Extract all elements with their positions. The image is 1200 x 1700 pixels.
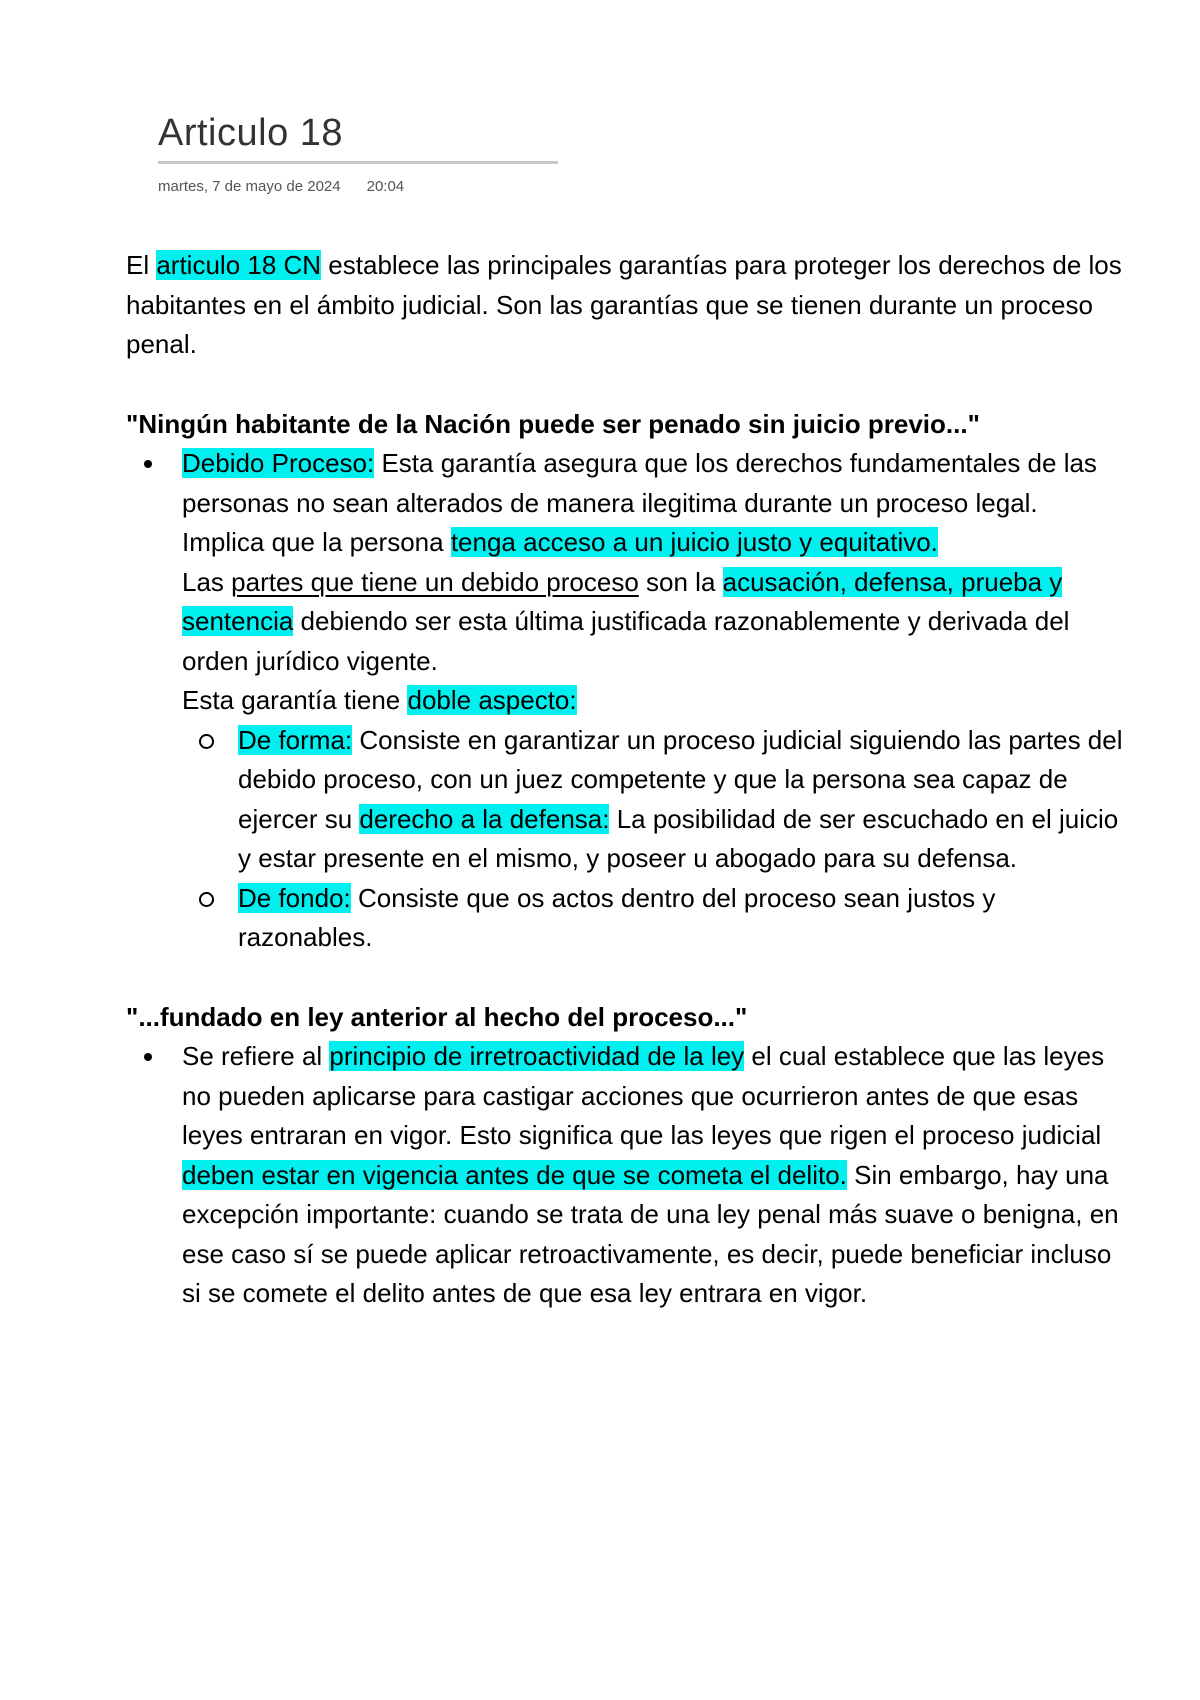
bullet-icon [144,1053,152,1061]
sub-item-de-fondo [126,879,1126,958]
irretroactividad-text-1: Se refiere al [182,1041,330,1071]
list-item-debido-proceso [126,444,1126,563]
irretroactividad-text-3: Sin embargo, hay una excepción importante: cuando se trata de una ley penal más suave o benigna, en ese caso sí se puede aplicar retroactivamente, es decir, puede beneficiar incluso si se comete el delito antes de que esa ley entrara en vigor. [182,1159,1119,1308]
section1-quote: "Ningún habitante de la Nación puede ser penado sin juicio previo..." [126,408,980,439]
note-time: 20:04 [366,178,405,195]
derecho-defensa-highlight: derecho a la defensa: [359,803,610,834]
partes-text-1: Las [182,566,232,597]
doble-aspecto-text: Esta garantía tiene [182,685,408,715]
intro-highlight: articulo 18 CN [156,250,322,280]
intro-text-2: establece las principales garantías para proteger los derechos de los habitantes en el ámbito judicial. Son las garantías que se tienen durante un proceso penal. [126,250,1122,359]
de-forma-text-1: Consiste en garantizar un proceso judicial siguiendo las partes del debido proceso, con un juez competente y que la persona sea capaz de ejercer su [238,724,1123,834]
note-header [158,112,558,195]
de-forma-term: De forma: [238,724,353,755]
section2-quote: "...fundado en ley anterior al hecho del proceso..." [126,1001,748,1032]
sub-item-de-forma [126,721,1126,879]
de-forma-text-2: La posibilidad de ser escuchado en el juicio y estar presente en el mismo, y poseer u abogado para su defensa. [238,803,1119,873]
debido-proceso-term: Debido Proceso: [182,448,375,478]
intro-paragraph [126,246,1126,365]
partes-text-3: debiendo ser esta última justificada razonablemente y derivada del orden jurídico vigente. [182,606,1070,676]
list-item-irretroactividad [126,1037,1126,1314]
doble-aspecto-highlight: doble aspecto: [407,685,577,715]
intro-text-1: El [126,250,157,280]
partes-paragraph [126,563,1126,682]
de-fondo-text: Consiste que os actos dentro del proceso sean justos y razonables. [238,882,996,952]
note-date: martes, 7 de mayo de 2024 [158,178,341,195]
de-fondo-term: De fondo: [238,882,351,913]
debido-proceso-text: Esta garantía asegura que los derechos fundamentales de las personas no sean alterados de manera ilegitima durante un proceso legal. Implica que la persona [182,448,1097,557]
bullet-icon [144,460,152,468]
irretroactividad-highlight: principio de irretroactividad de la ley [329,1041,745,1071]
date-line [158,178,558,195]
page-title: Articulo 18 [158,112,558,164]
note-body [126,246,1126,1314]
hollow-bullet-icon [199,892,214,907]
partes-text-2: son la [638,566,723,597]
partes-underlined: partes que tiene un debido proceso [231,566,639,597]
vigencia-highlight: deben estar en vigencia antes de que se cometa el delito. [182,1159,847,1190]
partes-highlight: acusación, defensa, prueba y sentencia [182,566,1063,636]
irretroactividad-text-2: el cual establece que las leyes no pueden aplicarse para castigar acciones que ocurrieron antes de que esas leyes entraran en vigor. Esto significa que las leyes que rigen el proceso judicial [182,1041,1105,1150]
debido-proceso-highlight: tenga acceso a un juicio justo y equitativo. [450,527,938,557]
doble-aspecto-line [126,681,1126,721]
hollow-bullet-icon [199,734,214,749]
